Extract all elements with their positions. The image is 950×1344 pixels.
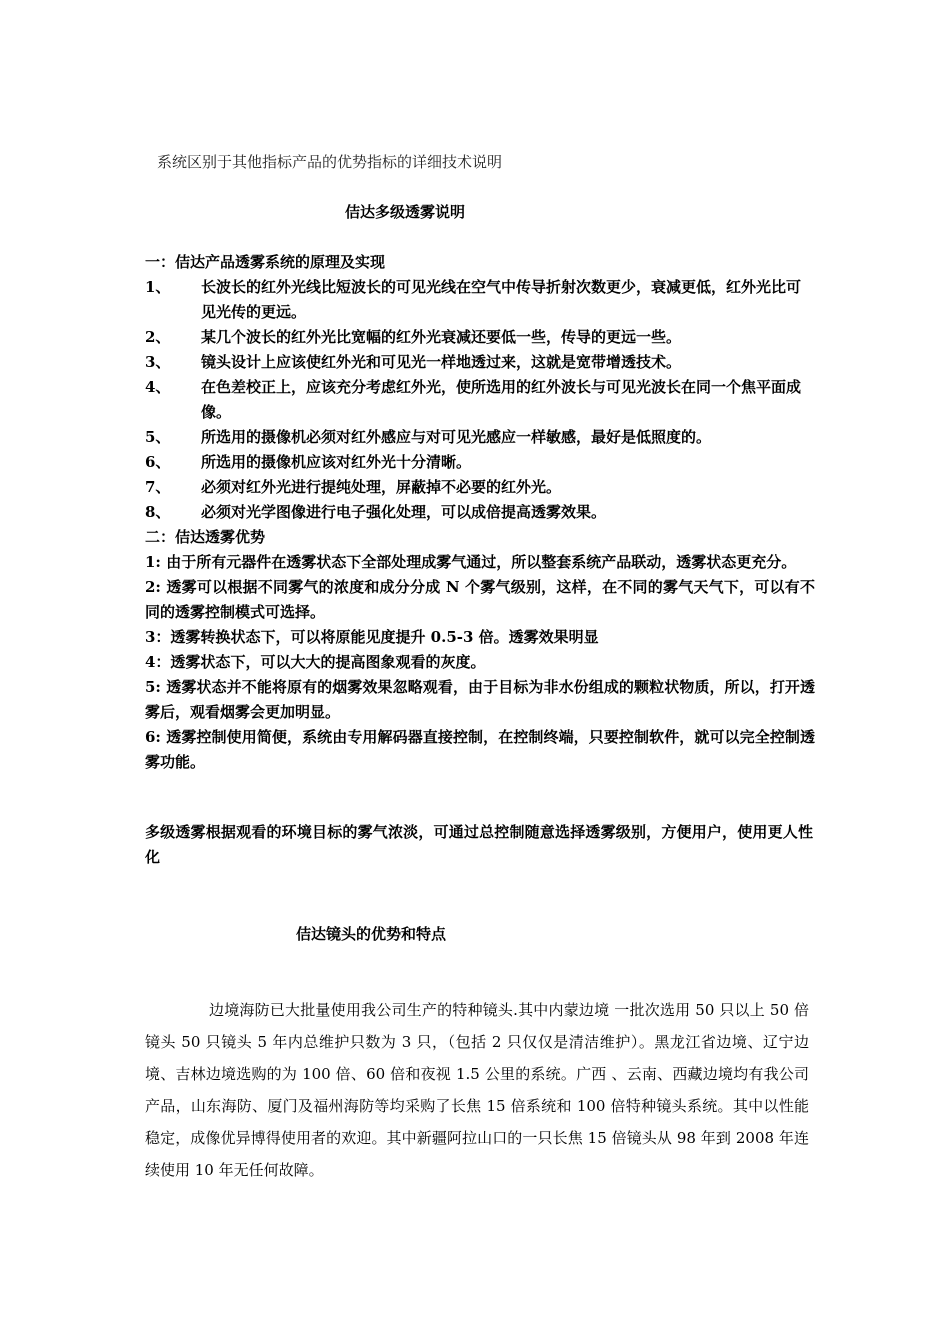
list-item <box>145 500 815 525</box>
document-title: 佶达多级透雾说明 <box>345 203 466 221</box>
principles-list <box>145 275 815 525</box>
list-item <box>145 375 815 425</box>
section-heading: 二：佶达透雾优势 <box>145 528 266 546</box>
list-item-text: 镜头设计上应该使红外光和可见光一样地透过来，这就是宽带增透技术。 <box>201 353 682 371</box>
advantages-list <box>145 550 815 775</box>
section-heading: 一：佶达产品透雾系统的原理及实现 <box>145 253 386 271</box>
list-item <box>145 275 815 325</box>
closing-paragraph: 多级透雾根据观看的环境目标的雾气浓淡，可通过总控制随意选择透雾级别，方便用户，使用更人性化 <box>145 823 813 866</box>
list-item-text: 所选用的摄像机应该对红外光十分清晰。 <box>201 453 472 471</box>
list-item-text: 必须对红外光进行提纯处理，屏蔽掉不必要的红外光。 <box>201 478 562 496</box>
list-item <box>145 425 815 450</box>
list-item-number: 7、 <box>145 478 171 496</box>
section-principles <box>145 250 815 775</box>
list-item: 1: 由于所有元器件在透雾状态下全部处理成雾气通过，所以整套系统产品联动，透雾状态更充分。 <box>145 553 797 571</box>
lens-paragraph: 边境海防已大批量使用我公司生产的特种镜头.其中内蒙边境 一批次选用 50 只以上 50 倍镜头 50 只镜头 5 年内总维护只数为 3 只，（包括 2 只仅仅是清洁维护）。黑龙江省边境、辽宁边境、吉林边境选购的为 100 倍、60 倍和夜视 1.5 公里的系统。广西 、云南、西藏边境均有我公司产品，山东海防、厦门及福州海防等均采购了长焦 15 倍系统和 100 倍特种镜头系统。其中以性能稳定，成像优异博得使用者的欢迎。其中新疆阿拉山口的一只长焦 15 倍镜头从 98 年到 2008 年连续使用 10 年无任何故障。 <box>145 1001 809 1179</box>
list-item: 6: 透雾控制使用简便，系统由专用解码器直接控制，在控制终端，只要控制软件，就可以完全控制透雾功能。 <box>145 728 815 771</box>
list-item-text: 在色差校正上，应该充分考虑红外光，使所选用的红外波长与可见光波长在同一个焦平面成像。 <box>201 378 802 421</box>
lens-section-title: 佶达镜头的优势和特点 <box>296 925 447 943</box>
list-item: 4：透雾状态下，可以大大的提高图象观看的灰度。 <box>145 653 486 671</box>
list-item <box>145 325 815 350</box>
list-item-number: 6、 <box>145 453 171 471</box>
list-item: 3：透雾转换状态下，可以将原能见度提升 0.5-3 倍。透雾效果明显 <box>145 628 599 646</box>
list-item <box>145 350 815 375</box>
list-item-text: 必须对光学图像进行电子强化处理，可以成倍提高透雾效果。 <box>201 503 607 521</box>
list-item-text: 某几个波长的红外光比宽幅的红外光衰减还要低一些，传导的更远一些。 <box>201 328 682 346</box>
list-item-number: 2、 <box>145 328 171 346</box>
list-item-number: 4、 <box>145 378 171 396</box>
list-item <box>145 475 815 500</box>
list-item-number: 5、 <box>145 428 171 446</box>
list-item-number: 1、 <box>145 278 171 296</box>
list-item: 2: 透雾可以根据不同雾气的浓度和成分分成 N 个雾气级别，这样，在不同的雾气天气下，可以有不同的透雾控制模式可选择。 <box>145 578 815 621</box>
list-item-number: 3、 <box>145 353 171 371</box>
list-item <box>145 450 815 475</box>
list-item: 5: 透雾状态并不能将原有的烟雾效果忽略观看，由于目标为非水份组成的颗粒状物质，所以，打开透雾后，观看烟雾会更加明显。 <box>145 678 815 721</box>
list-item-text: 长波长的红外光线比短波长的可见光线在空气中传导折射次数更少，衰减更低，红外光比可见光传的更远。 <box>201 278 802 321</box>
list-item-number: 8、 <box>145 503 171 521</box>
intro-line: 系统区别于其他指标产品的优势指标的详细技术说明 <box>157 153 503 171</box>
list-item-text: 所选用的摄像机必须对红外感应与对可见光感应一样敏感，最好是低照度的。 <box>201 428 712 446</box>
